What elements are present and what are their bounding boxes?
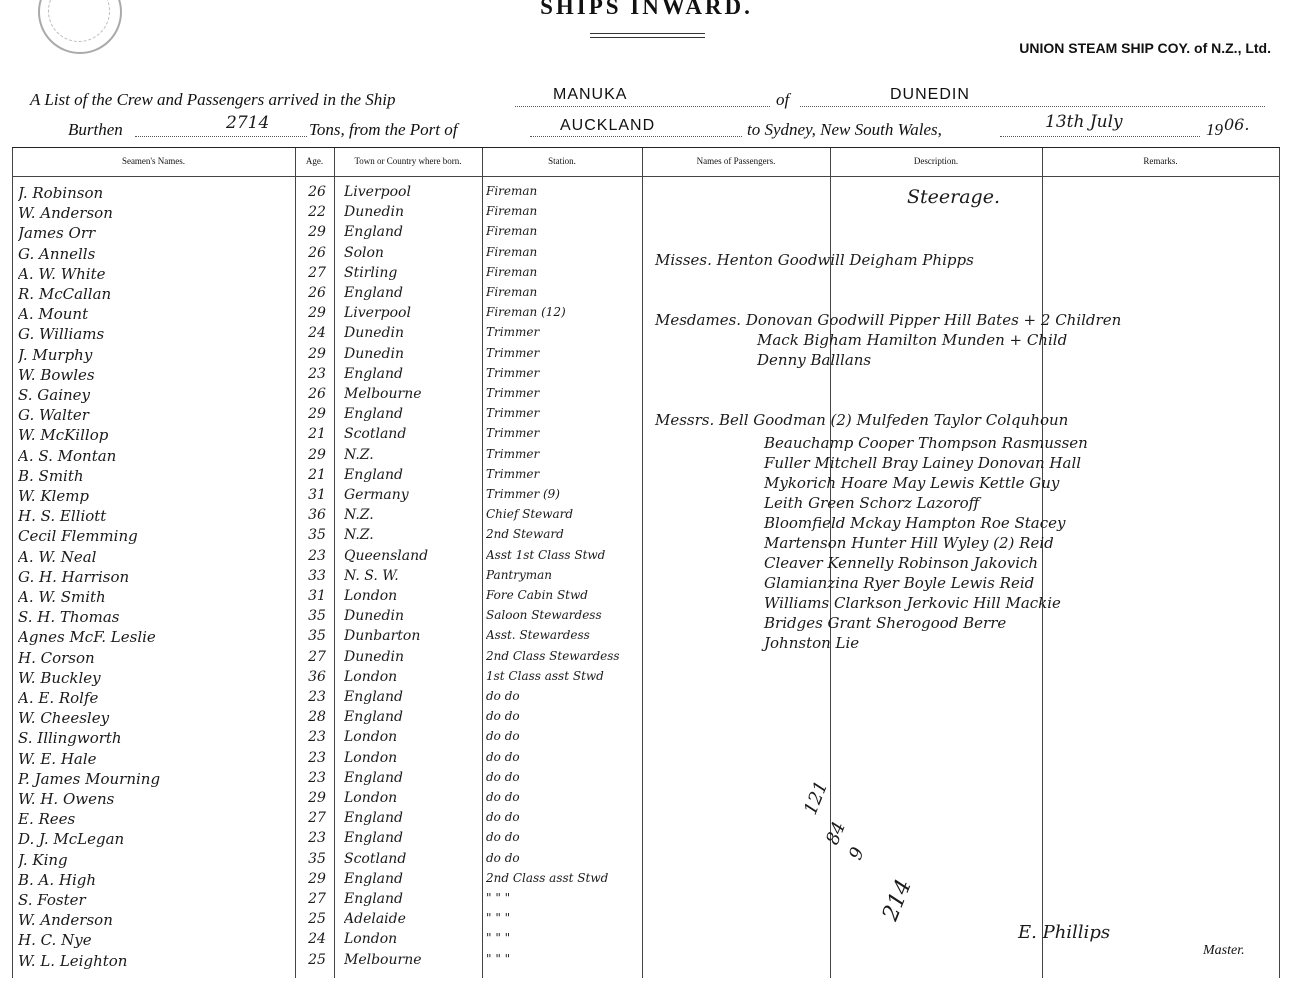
col-header-description: Description. [913, 156, 959, 166]
passenger-line: Fuller Mitchell Bray Lainey Donovan Hall [764, 454, 1082, 472]
crew-age: 23 [308, 689, 326, 705]
passenger-line: Beauchamp Cooper Thompson Rasmussen [764, 434, 1088, 452]
crew-passenger-table [12, 147, 1280, 978]
crew-name: Agnes McF. Leslie [18, 628, 156, 647]
crew-age: 26 [308, 386, 326, 402]
crew-row [12, 406, 652, 426]
company-name: UNION STEAM SHIP COY. of N.Z., Ltd. [1019, 40, 1271, 56]
passenger-line: Mack Bigham Hamilton Munden + Child [757, 331, 1068, 349]
crew-age: 31 [308, 588, 326, 604]
crew-station: Fireman (12) [486, 305, 566, 320]
crew-station: Fore Cabin Stwd [486, 588, 588, 602]
crew-station: Chief Steward [486, 507, 574, 522]
crew-row [12, 184, 652, 204]
crew-birthplace: N.Z. [344, 527, 374, 544]
crew-station: Trimmer [486, 345, 540, 360]
crew-name: S. H. Thomas [18, 608, 120, 627]
crew-row [12, 931, 652, 951]
arrival-date: 13th July [1045, 112, 1123, 132]
crew-row [12, 325, 652, 345]
crew-row [12, 770, 652, 790]
crew-name: P. James Mourning [18, 769, 161, 788]
crew-station: Saloon Stewardess [486, 608, 602, 623]
crew-station: " " " [486, 911, 511, 926]
passenger-line: Martenson Hunter Hill Wyley (2) Reid [764, 534, 1054, 552]
crew-birthplace: Scotland [344, 850, 407, 867]
crew-name: A. W. Smith [18, 588, 106, 606]
crew-age: 27 [308, 810, 326, 827]
crew-name: J. Murphy [18, 345, 93, 364]
crew-station: do do [486, 810, 520, 825]
crew-station: Fireman [486, 285, 538, 299]
crew-age: 27 [308, 264, 326, 281]
crew-station: Fireman [486, 224, 538, 239]
passenger-line: Misses. Henton Goodwill Deigham Phipps [655, 251, 974, 269]
crew-birthplace: England [344, 709, 404, 726]
crew-station: do do [486, 749, 520, 764]
home-port-rule [800, 106, 1265, 107]
crew-birthplace: N. S. W. [344, 567, 399, 584]
crew-name: W. Cheesley [18, 709, 110, 728]
crew-age: 29 [308, 305, 326, 322]
crew-age: 22 [308, 204, 326, 221]
crew-row [12, 729, 652, 749]
crew-station: do do [486, 850, 520, 865]
crew-station: 2nd Steward [486, 527, 564, 542]
crew-station: Fireman [486, 204, 538, 219]
col-header-remarks: Remarks. [1143, 156, 1178, 166]
crew-birthplace: London [344, 931, 398, 948]
crew-age: 23 [308, 830, 326, 847]
crew-birthplace: England [344, 224, 404, 241]
crew-age: 35 [308, 608, 326, 625]
crew-station: 2nd Class asst Stwd [486, 870, 609, 885]
crew-birthplace: Dunbarton [344, 628, 421, 645]
crew-row [12, 386, 652, 406]
crew-row [12, 628, 652, 648]
master-signature: E. Phillips [1018, 922, 1111, 943]
crew-station: Trimmer [486, 325, 540, 340]
crew-row [12, 366, 652, 386]
crew-age: 24 [308, 325, 326, 342]
crew-station: Fireman [486, 264, 538, 279]
crew-row [12, 568, 652, 588]
crew-name: A. S. Montan [18, 446, 117, 465]
crew-station: Fireman [486, 184, 538, 198]
crew-name: G. H. Harrison [18, 567, 130, 586]
crew-age: 23 [308, 547, 326, 564]
crew-name: J. Robinson [18, 184, 104, 202]
passenger-line: Cleaver Kennelly Robinson Jakovich [764, 554, 1039, 572]
crew-birthplace: England [344, 769, 404, 786]
crew-name: H. Corson [18, 648, 95, 667]
col-header-age: Age. [305, 156, 324, 166]
crew-station: do do [486, 689, 520, 703]
crew-name: A. W. White [18, 264, 106, 283]
crew-name: A. W. Neal [18, 547, 97, 566]
crew-station: do do [486, 769, 520, 784]
crew-birthplace: London [344, 749, 398, 766]
crew-name: W. E. Hale [18, 749, 97, 768]
crew-age: 29 [308, 345, 326, 362]
crew-birthplace: Liverpool [344, 305, 411, 322]
crew-row [12, 911, 652, 931]
crew-row [12, 527, 652, 547]
crew-row [12, 507, 652, 527]
crew-row [12, 830, 652, 850]
crew-age: 24 [308, 931, 326, 948]
crew-age: 29 [308, 790, 326, 806]
crew-birthplace: England [344, 810, 404, 827]
crew-name: W. Klemp [18, 487, 90, 505]
crew-row [12, 245, 652, 265]
crew-name: W. Bowles [18, 365, 95, 384]
crew-station: do do [486, 709, 520, 724]
crew-birthplace: England [344, 830, 404, 847]
crew-age: 29 [308, 870, 326, 887]
from-port: AUCKLAND [560, 117, 656, 134]
crew-age: 29 [308, 224, 326, 241]
crew-age: 26 [308, 285, 326, 301]
crew-name: W. L. Leighton [18, 951, 128, 970]
crew-name: B. A. High [18, 870, 97, 889]
col-header-seamen: Seamen's Names. [121, 156, 186, 166]
crew-age: 35 [308, 850, 326, 867]
crew-name: B. Smith [18, 466, 84, 485]
col-header-passengers: Names of Passengers. [696, 156, 776, 166]
crew-row [12, 204, 652, 224]
crew-birthplace: Liverpool [344, 184, 411, 200]
crew-name: James Orr [18, 224, 96, 243]
crew-station: " " " [486, 931, 511, 946]
crew-row [12, 426, 652, 446]
crew-name: J. King [18, 850, 68, 869]
crew-age: 26 [308, 244, 326, 261]
col-header-station: Station. [548, 156, 576, 166]
crew-age: 23 [308, 729, 326, 746]
crew-row [12, 891, 652, 911]
crew-name: S. Illingworth [18, 729, 122, 748]
crew-row [12, 305, 652, 325]
tally-mark: 84 [822, 818, 851, 848]
crew-name: R. McCallan [18, 285, 112, 303]
crew-row [12, 224, 652, 244]
crew-name: D. J. McLegan [18, 830, 125, 849]
crew-station: Pantryman [486, 567, 553, 582]
crew-age: 25 [308, 951, 326, 968]
crew-birthplace: Melbourne [344, 951, 422, 968]
crew-birthplace: England [344, 466, 404, 483]
crew-row [12, 649, 652, 669]
crew-name: G. Annells [18, 244, 96, 263]
tons-label: Tons, from the Port of [309, 120, 458, 139]
crew-age: 29 [308, 446, 326, 463]
burthen-label: Burthen [68, 120, 123, 139]
crew-birthplace: London [344, 729, 398, 746]
tally-mark: 121 [800, 778, 833, 818]
title-rule [590, 37, 705, 38]
crew-name: G. Williams [18, 325, 105, 344]
crew-station: Trimmer [486, 426, 540, 441]
passenger-line: Williams Clarkson Jerkovic Hill Mackie [764, 594, 1061, 612]
crew-birthplace: Dunedin [344, 325, 404, 342]
crew-birthplace: England [344, 285, 404, 301]
crew-station: Trimmer [486, 466, 540, 481]
to-label: to Sydney, New South Wales, [747, 120, 942, 139]
crew-station: Trimmer [486, 446, 540, 461]
crew-name: W. H. Owens [18, 790, 115, 808]
crew-row [12, 689, 652, 709]
crew-row [12, 346, 652, 366]
crew-birthplace: England [344, 365, 404, 382]
crew-station: " " " [486, 891, 511, 905]
crew-station: Trimmer [486, 365, 540, 380]
crew-row [12, 871, 652, 891]
crew-birthplace: Solon [344, 244, 384, 261]
crew-name: W. Anderson [18, 911, 113, 930]
crew-name: G. Walter [18, 406, 89, 425]
crew-birthplace: Queensland [344, 547, 429, 564]
year-suffix: 06. [1224, 115, 1250, 134]
crew-age: 36 [308, 507, 326, 524]
from-port-rule [530, 136, 742, 137]
crew-age: 29 [308, 406, 326, 423]
crew-age: 25 [308, 911, 326, 928]
crew-station: 2nd Class Stewardess [486, 648, 620, 663]
crew-row [12, 952, 652, 972]
crew-name: H. C. Nye [18, 931, 92, 950]
crew-birthplace: London [344, 668, 398, 685]
crew-birthplace: Dunedin [344, 204, 404, 221]
crew-row [12, 790, 652, 810]
col-header-born: Town or Country where born. [354, 156, 462, 166]
crew-birthplace: Germany [344, 487, 409, 503]
crew-birthplace: Stirling [344, 264, 398, 281]
crew-row [12, 750, 652, 770]
crew-birthplace: Scotland [344, 426, 407, 443]
crew-birthplace: London [344, 790, 398, 806]
crew-age: 35 [308, 527, 326, 544]
burthen-rule [135, 136, 307, 137]
date-rule [1000, 136, 1200, 137]
crew-birthplace: Melbourne [344, 386, 422, 402]
passenger-line: Glamianzina Ryer Boyle Lewis Reid [764, 574, 1035, 592]
of-label: of [776, 90, 790, 109]
crew-name: A. E. Rolfe [18, 689, 99, 707]
crew-age: 23 [308, 365, 326, 382]
crew-row [12, 669, 652, 689]
crew-birthplace: Dunedin [344, 345, 404, 362]
crew-row [12, 467, 652, 487]
crew-row [12, 285, 652, 305]
crew-birthplace: London [344, 588, 398, 604]
crew-row [12, 608, 652, 628]
crew-birthplace: Dunedin [344, 648, 404, 665]
crew-age: 26 [308, 184, 326, 200]
crew-age: 21 [308, 466, 326, 483]
crew-name: H. S. Elliott [18, 507, 107, 526]
document-title: SHIPS INWARD. [540, 0, 753, 19]
passenger-description: Steerage. [907, 186, 1000, 208]
crew-birthplace: England [344, 891, 404, 907]
list-heading: A List of the Crew and Passengers arrived in the Ship [30, 90, 396, 109]
passenger-line: Bridges Grant Sherogood Berre [764, 614, 1007, 632]
passenger-line: Messrs. Bell Goodman (2) Mulfeden Taylor Colquhoun [655, 411, 1069, 429]
crew-birthplace: N.Z. [344, 446, 374, 463]
crew-row [12, 709, 652, 729]
crew-age: 21 [308, 426, 326, 443]
crew-birthplace: Dunedin [344, 608, 404, 625]
crew-station: Fireman [486, 244, 538, 259]
crew-row [12, 265, 652, 285]
passenger-line: Bloomfield Mckay Hampton Roe Stacey [764, 514, 1066, 532]
crew-station: do do [486, 729, 520, 744]
home-port: DUNEDIN [890, 86, 970, 103]
crew-station: Trimmer (9) [486, 487, 560, 501]
crew-age: 23 [308, 769, 326, 786]
master-label: Master. [1203, 943, 1245, 958]
crew-age: 27 [308, 891, 326, 907]
crew-age: 23 [308, 749, 326, 766]
crew-row [12, 487, 652, 507]
crew-row [12, 447, 652, 467]
crew-station: Asst 1st Class Stwd [486, 547, 606, 562]
crew-age: 33 [308, 567, 326, 584]
crew-row [12, 588, 652, 608]
crew-birthplace: N.Z. [344, 507, 374, 524]
crew-station: Trimmer [486, 406, 540, 421]
crew-station: Asst. Stewardess [486, 628, 590, 643]
passenger-line: Leith Green Schorz Lazoroff [764, 494, 980, 512]
crew-station: do do [486, 790, 520, 804]
crew-name: E. Rees [18, 810, 76, 829]
crew-row [12, 810, 652, 830]
crew-age: 31 [308, 487, 326, 503]
year-prefix: 19 [1206, 120, 1223, 139]
crew-station: Trimmer [486, 386, 540, 400]
crew-name: A. Mount [18, 305, 89, 324]
crew-birthplace: England [344, 870, 404, 887]
crew-station: " " " [486, 951, 511, 966]
crew-name: S. Foster [18, 891, 86, 909]
crew-birthplace: England [344, 406, 404, 423]
title-rule [590, 33, 705, 34]
crew-name: W. Buckley [18, 668, 101, 687]
crew-age: 27 [308, 648, 326, 665]
crew-station: do do [486, 830, 520, 845]
passenger-line: Mykorich Hoare May Lewis Kettle Guy [764, 474, 1060, 492]
crew-birthplace: Adelaide [344, 911, 406, 928]
passenger-line: Mesdames. Donovan Goodwill Pipper Hill Bates + 2 Children [655, 311, 1122, 329]
crew-age: 36 [308, 668, 326, 685]
burthen-value: 2714 [226, 113, 270, 133]
crew-name: Cecil Flemming [18, 527, 138, 546]
crew-row [12, 851, 652, 871]
crew-station: 1st Class asst Stwd [486, 668, 604, 683]
crew-birthplace: England [344, 689, 404, 705]
crew-name: S. Gainey [18, 386, 91, 404]
tally-mark: 214 [878, 876, 917, 925]
tally-mark: 9 [845, 844, 869, 863]
passenger-line: Johnston Lie [764, 634, 860, 652]
passenger-line: Denny Balllans [757, 351, 872, 369]
crew-name: W. Anderson [18, 204, 113, 223]
ship-name: MANUKA [553, 86, 628, 103]
crew-row [12, 548, 652, 568]
crew-age: 35 [308, 628, 326, 645]
crew-age: 28 [308, 709, 326, 726]
ship-rule [515, 106, 770, 107]
crew-name: W. McKillop [18, 426, 109, 445]
